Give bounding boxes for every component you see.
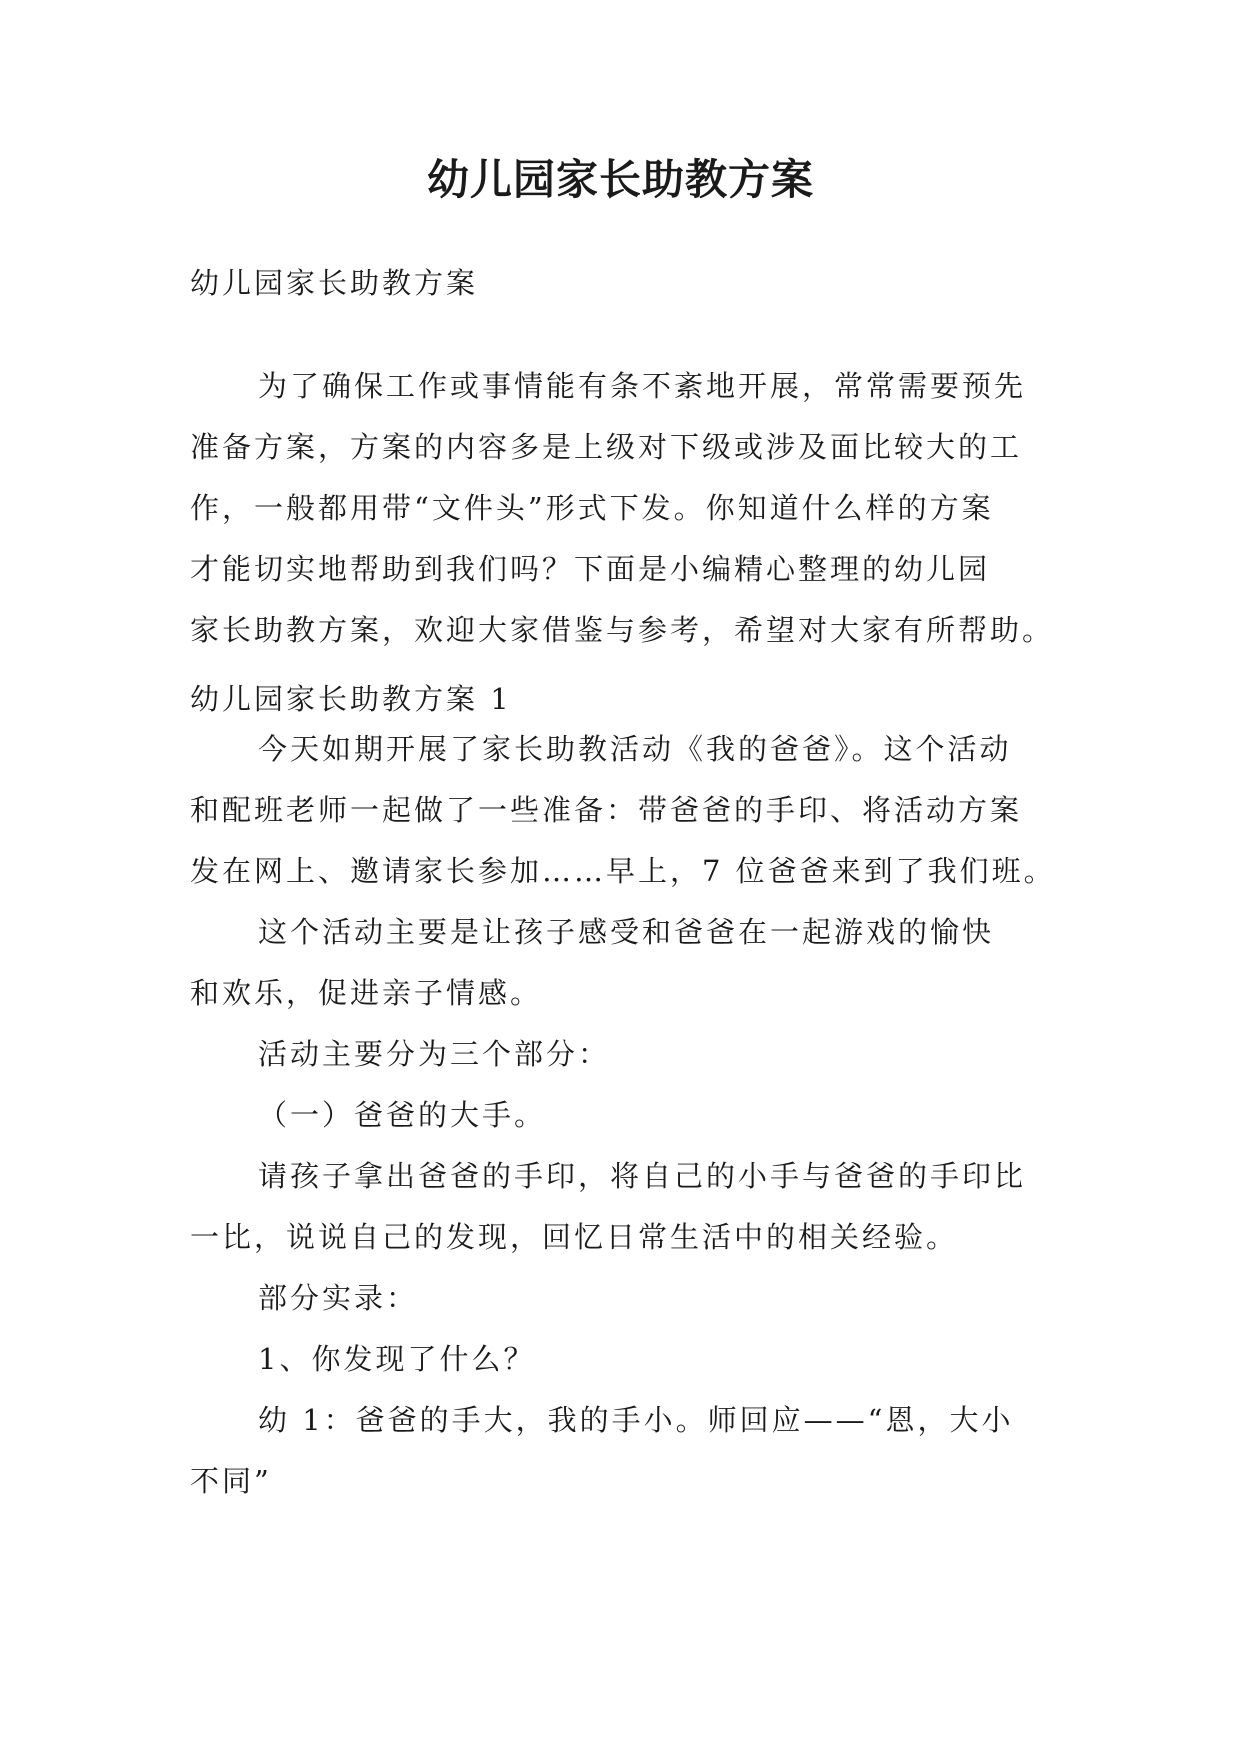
body-line: 和配班老师一起做了一些准备：带爸爸的手印、将活动方案	[190, 793, 1023, 827]
document-title: 幼儿园家长助教方案	[426, 155, 814, 204]
body-line: 不同”	[190, 1464, 272, 1498]
intro-paragraph	[190, 356, 1060, 661]
intro-line: 作，一般都用带“文件头”形式下发。你知道什么样的方案	[190, 491, 994, 525]
section-body	[190, 719, 1060, 1512]
body-line: 活动主要分为三个部分：	[258, 1037, 611, 1071]
intro-line: 准备方案，方案的内容多是上级对下级或涉及面比较大的工	[190, 430, 1023, 464]
body-line: 和欢乐，促进亲子情感。	[190, 976, 543, 1010]
intro-line: 家长助教方案，欢迎大家借鉴与参考，希望对大家有所帮助。	[190, 613, 1055, 647]
intro-line: 才能切实地帮助到我们吗？下面是小编精心整理的幼儿园	[190, 552, 991, 586]
body-line: 一比，说说自己的发现，回忆日常生活中的相关经验。	[190, 1220, 959, 1254]
body-line: 幼 1：爸爸的手大，我的手小。师回应——“恩，大小	[258, 1403, 1014, 1437]
section-heading: 幼儿园家长助教方案 1	[190, 682, 512, 716]
body-line: 这个活动主要是让孩子感受和爸爸在一起游戏的愉快	[258, 915, 995, 949]
document-subtitle: 幼儿园家长助教方案	[190, 266, 479, 300]
intro-line: 为了确保工作或事情能有条不紊地开展，常常需要预先	[258, 369, 1027, 403]
body-line: 部分实录：	[258, 1281, 419, 1315]
body-line: 1、你发现了什么？	[258, 1342, 536, 1376]
body-line: （一）爸爸的大手。	[258, 1098, 547, 1132]
body-line: 今天如期开展了家长助教活动《我的爸爸》。这个活动	[258, 732, 1012, 766]
body-line: 发在网上、邀请家长参加……早上，7 位爸爸来到了我们班。	[190, 854, 1056, 888]
body-line: 请孩子拿出爸爸的手印，将自己的小手与爸爸的手印比	[258, 1159, 1027, 1193]
